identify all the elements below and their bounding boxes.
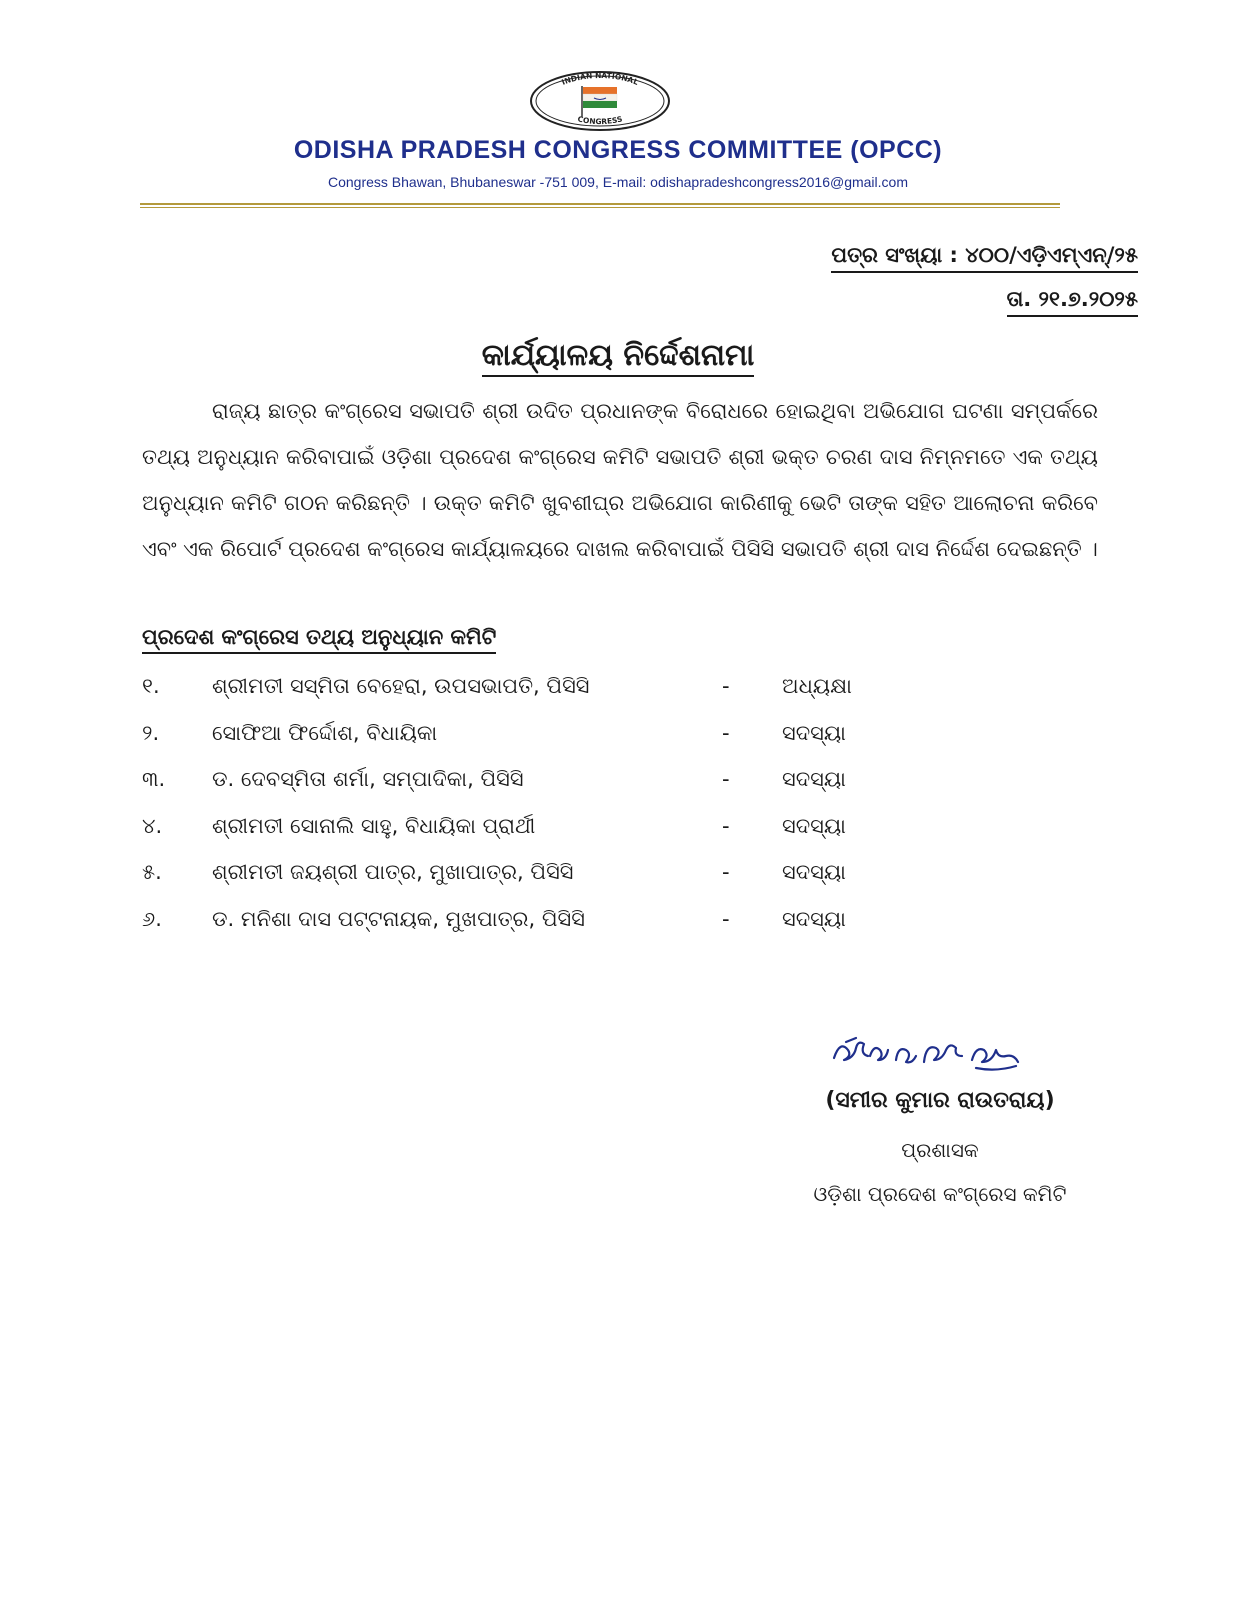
document-title-wrap — [0, 338, 1236, 373]
committee-member-list — [142, 666, 1042, 945]
member-name: ଡ. ଦେବସ୍ମିତା ଶର୍ମା, ସମ୍ପାଦିକା, ପିସିସି — [212, 767, 524, 791]
letter-date: ତା. ୨୧.୭.୨୦୨୫ — [1007, 284, 1138, 317]
flag-icon — [582, 86, 617, 117]
signatory-title: ପ୍ରଶାସକ — [901, 1138, 979, 1162]
member-number: ୧. — [142, 674, 160, 698]
member-separator: - — [722, 720, 730, 745]
member-role: ସଦସ୍ୟା — [782, 767, 846, 791]
list-item — [142, 899, 1042, 946]
signatory-name: (ସମୀର କୁମାର ରାଉତରାୟ) — [825, 1088, 1055, 1113]
organization-name: ODISHA PRADESH CONGRESS COMMITTEE (OPCC) — [293, 136, 943, 164]
logo-text-bottom: CONGRESS — [576, 114, 624, 127]
member-separator: - — [722, 767, 730, 791]
member-separator: - — [722, 906, 730, 931]
handwritten-signature — [826, 1022, 1038, 1078]
member-separator: - — [722, 674, 730, 698]
member-role: ସଦସ୍ୟା — [782, 906, 846, 931]
letter-reference-number: ପତ୍ର ସଂଖ୍ୟା : ୪୦୦/ଏଡ଼ିଏମ୍ଏନ୍/୨୫ — [831, 240, 1138, 273]
member-role: ସଦସ୍ୟା — [782, 813, 846, 838]
member-name: ଶ୍ରୀମତୀ ସସ୍ମିତା ବେହେରା, ଉପସଭାପତି, ପିସିସି — [212, 674, 590, 698]
member-name: ଶ୍ରୀମତୀ ଜୟଶ୍ରୀ ପାତ୍ର, ମୁଖାପାତ୍ର, ପିସିସି — [212, 860, 574, 884]
member-name: ସୋଫିଆ ଫିର୍ଦ୍ଦୋଶ, ବିଧାୟିକା — [212, 720, 438, 745]
member-separator: - — [722, 813, 730, 838]
list-item — [142, 806, 1042, 853]
body-paragraph: ରାଜ୍ୟ ଛାତ୍ର କଂଗ୍ରେସ ସଭାପତି ଶ୍ରୀ ଉଦିତ ପ୍ରଧାନଙ୍କ ବିରୋଧରେ ହୋଇଥିବା ଅଭିଯୋଗ ଘଟଣା ସମ୍ପର୍କରେ ତଥ୍ୟ ଅନୁଧ୍ୟାନ କରିବାପାଇଁ ଓଡ଼ିଶା ପ୍ରଦେଶ କଂଗ୍ରେସ କମିଟି ସଭାପତି ଶ୍ରୀ ଭକ୍ତ ଚରଣ ଦାସ ନିମ୍ନମତେ ଏକ ତଥ୍ୟ ଅନୁଧ୍ୟାନ କମିଟି ଗଠନ କରିଛନ୍ତି । ଉକ୍ତ କମିଟି ଖୁବଶୀଘ୍ର ଅଭିଯୋଗ କାରିଣୀକୁ ଭେଟି ତାଙ୍କ ସହିତ ଆଲୋଚନା କରିବେ ଏବଂ ଏକ ରିପୋର୍ଟ ପ୍ରଦେଶ କଂଗ୍ରେସ କାର୍ଯ୍ୟାଳୟରେ ଦାଖଲ କରିବାପାଇଁ ପିସିସି ସଭାପତି ଶ୍ରୀ ଦାସ ନିର୍ଦ୍ଦେଶ ଦେଇଛନ୍ତି । — [142, 399, 1098, 561]
member-number: ୬. — [142, 906, 162, 931]
member-separator: - — [722, 860, 730, 884]
member-role: ସଦସ୍ୟା — [782, 720, 846, 745]
signatory-organization: ଓଡ଼ିଶା ପ୍ରଦେଶ କଂଗ୍ରେସ କମିଟି — [813, 1182, 1067, 1206]
congress-logo — [528, 70, 672, 132]
header-divider — [140, 203, 1060, 205]
member-role: ଅଧ୍ୟକ୍ଷା — [782, 674, 852, 698]
committee-heading: ପ୍ରଦେଶ କଂଗ୍ରେସ ତଥ୍ୟ ଅନୁଧ୍ୟାନ କମିଟି — [142, 622, 496, 654]
logo-text-top: INDIAN NATIONAL — [560, 70, 640, 87]
member-number: ୫. — [142, 860, 162, 884]
member-number: ୩. — [142, 767, 166, 791]
list-item — [142, 713, 1042, 760]
member-number: ୪. — [142, 813, 163, 838]
svg-text:CONGRESS — [577, 114, 624, 126]
organization-address: Congress Bhawan, Bhubaneswar -751 009, E-mail: odishapradeshcongress2016@gmail.com — [328, 174, 908, 190]
list-item — [142, 759, 1042, 806]
member-role: ସଦସ୍ୟା — [782, 860, 846, 884]
member-name: ଡ. ମନିଶା ଦାସ ପଟ୍ଟନାୟକ, ମୁଖପାତ୍ର, ପିସିସି — [212, 906, 585, 931]
list-item — [142, 666, 1042, 713]
header-divider-thin — [140, 207, 1060, 208]
member-number: ୨. — [142, 720, 160, 745]
document-title: କାର୍ଯ୍ୟାଳୟ ନିର୍ଦ୍ଦେଶନାମା — [482, 338, 755, 377]
member-name: ଶ୍ରୀମତୀ ସୋନାଲି ସାହୁ, ବିଧାୟିକା ପ୍ରାର୍ଥୀ — [212, 813, 536, 838]
list-item — [142, 852, 1042, 899]
